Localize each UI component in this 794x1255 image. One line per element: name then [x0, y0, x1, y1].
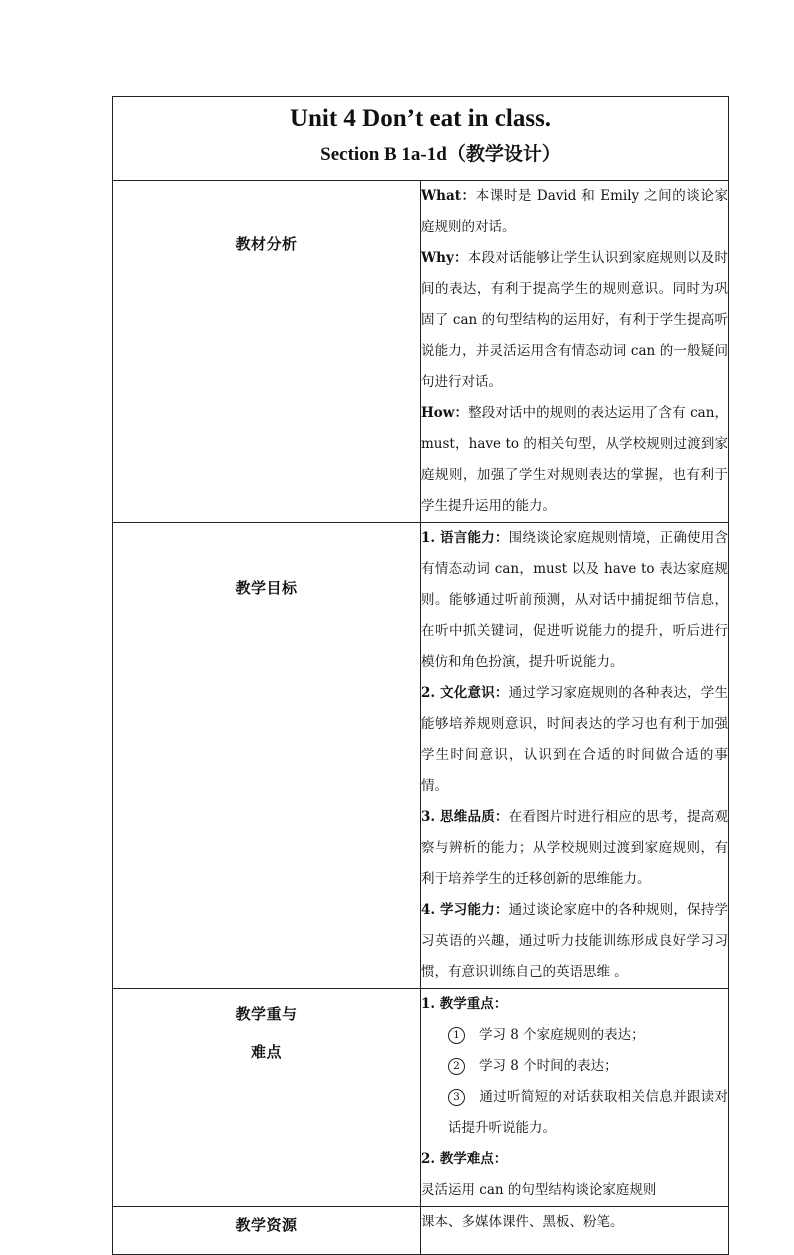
analysis-row — [113, 181, 729, 523]
what-label: What： — [421, 188, 476, 204]
goal-1 — [421, 523, 728, 678]
analysis-content — [421, 181, 729, 523]
goal-2 — [421, 678, 728, 802]
what-text: 本课时是 David 和 Emily 之间的谈论家庭规则的对话。 — [421, 188, 728, 235]
goals-label: 教学目标 — [235, 579, 298, 597]
key-point-item — [421, 1020, 728, 1051]
focus-label-line-1: 教学重与 — [235, 1005, 298, 1023]
focus-label — [113, 995, 420, 1071]
goal-4-label: 4. 学习能力： — [421, 902, 509, 918]
resources-content — [421, 1207, 729, 1255]
why-label: Why： — [421, 250, 468, 266]
key-point-item — [421, 1051, 728, 1082]
focus-content — [421, 989, 729, 1207]
resources-text: 课本、多媒体课件、黑板、粉笔。 — [421, 1214, 624, 1230]
key-point-text: 通过听简短的对话获取相关信息并跟读对话提升听说能力。 — [448, 1089, 728, 1136]
goal-1-text: 围绕谈论家庭规则情境，正确使用含有情态动词 can，must 以及 have to 表达家庭规则。能够通过听前预测，从对话中捕捉细节信息，在听中抓关键词，促进听说能力的提升，听后进行模仿和角色扮演，提升听说能力。 — [421, 530, 728, 670]
key-point-text: 学习 8 个时间的表达； — [479, 1058, 618, 1074]
goal-3-label: 3. 思维品质： — [421, 809, 509, 825]
how-paragraph — [421, 398, 728, 522]
analysis-label-cell — [113, 181, 421, 523]
key-points-label: 1. 教学重点： — [421, 996, 508, 1012]
document-subtitle: Section B 1a-1d（教学设计） — [320, 144, 561, 165]
how-label: How： — [421, 405, 469, 421]
what-paragraph — [421, 181, 728, 243]
resources-label-cell — [113, 1207, 421, 1255]
goal-4 — [421, 895, 728, 988]
difficulty-label: 2. 教学难点： — [421, 1151, 508, 1167]
goals-row — [113, 523, 729, 989]
why-paragraph — [421, 243, 728, 398]
goal-3 — [421, 802, 728, 895]
goals-content — [421, 523, 729, 989]
how-text: 整段对话中的规则的表达运用了含有 can，must，have to 的相关句型，从学校规则过渡到家庭规则，加强了学生对规则表达的掌握，也有利于学生提升运用的能力。 — [421, 405, 728, 514]
goal-2-label: 2. 文化意识： — [421, 685, 509, 701]
resources-label: 教学资源 — [235, 1216, 298, 1234]
focus-label-line-2: 难点 — [250, 1043, 282, 1061]
circled-number: 2 — [448, 1058, 465, 1075]
focus-label-cell — [113, 989, 421, 1207]
document-title: Unit 4 Don’t eat in class. — [289, 105, 552, 132]
goal-1-label: 1. 语言能力： — [421, 530, 509, 546]
difficulty-text: 灵活运用 can 的句型结构谈论家庭规则 — [421, 1182, 657, 1198]
circled-number: 1 — [448, 1027, 465, 1044]
focus-row — [113, 989, 729, 1207]
resources-row — [113, 1207, 729, 1255]
goal-2-text: 通过学习家庭规则的各种表达，学生能够培养规则意识，时间表达的学习也有利于加强学生时间意识，认识到在合适的时间做合适的事情。 — [421, 685, 728, 794]
lesson-plan-table — [112, 96, 729, 1255]
key-point-item — [421, 1082, 728, 1144]
goal-4-text: 通过谈论家庭中的各种规则，保持学习英语的兴趣，通过听力技能训练形成良好学习习惯，有意识训练自己的英语思维 。 — [421, 902, 728, 980]
title-row — [113, 97, 729, 181]
why-text: 本段对话能够让学生认识到家庭规则以及时间的表达，有利于提高学生的规则意识。同时为巩固了 can 的句型结构的运用好，有利于学生提高听说能力，并灵活运用含有情态动词 can 的一般疑问句进行对话。 — [421, 250, 729, 390]
title-cell — [113, 97, 729, 181]
goals-label-cell — [113, 523, 421, 989]
analysis-label: 教材分析 — [235, 235, 298, 253]
key-point-text: 学习 8 个家庭规则的表达； — [479, 1027, 645, 1043]
goal-3-text: 在看图片时进行相应的思考，提高观察与辨析的能力；从学校规则过渡到家庭规则，有利于培养学生的迁移创新的思维能力。 — [421, 809, 728, 887]
circled-number: 3 — [448, 1089, 465, 1106]
